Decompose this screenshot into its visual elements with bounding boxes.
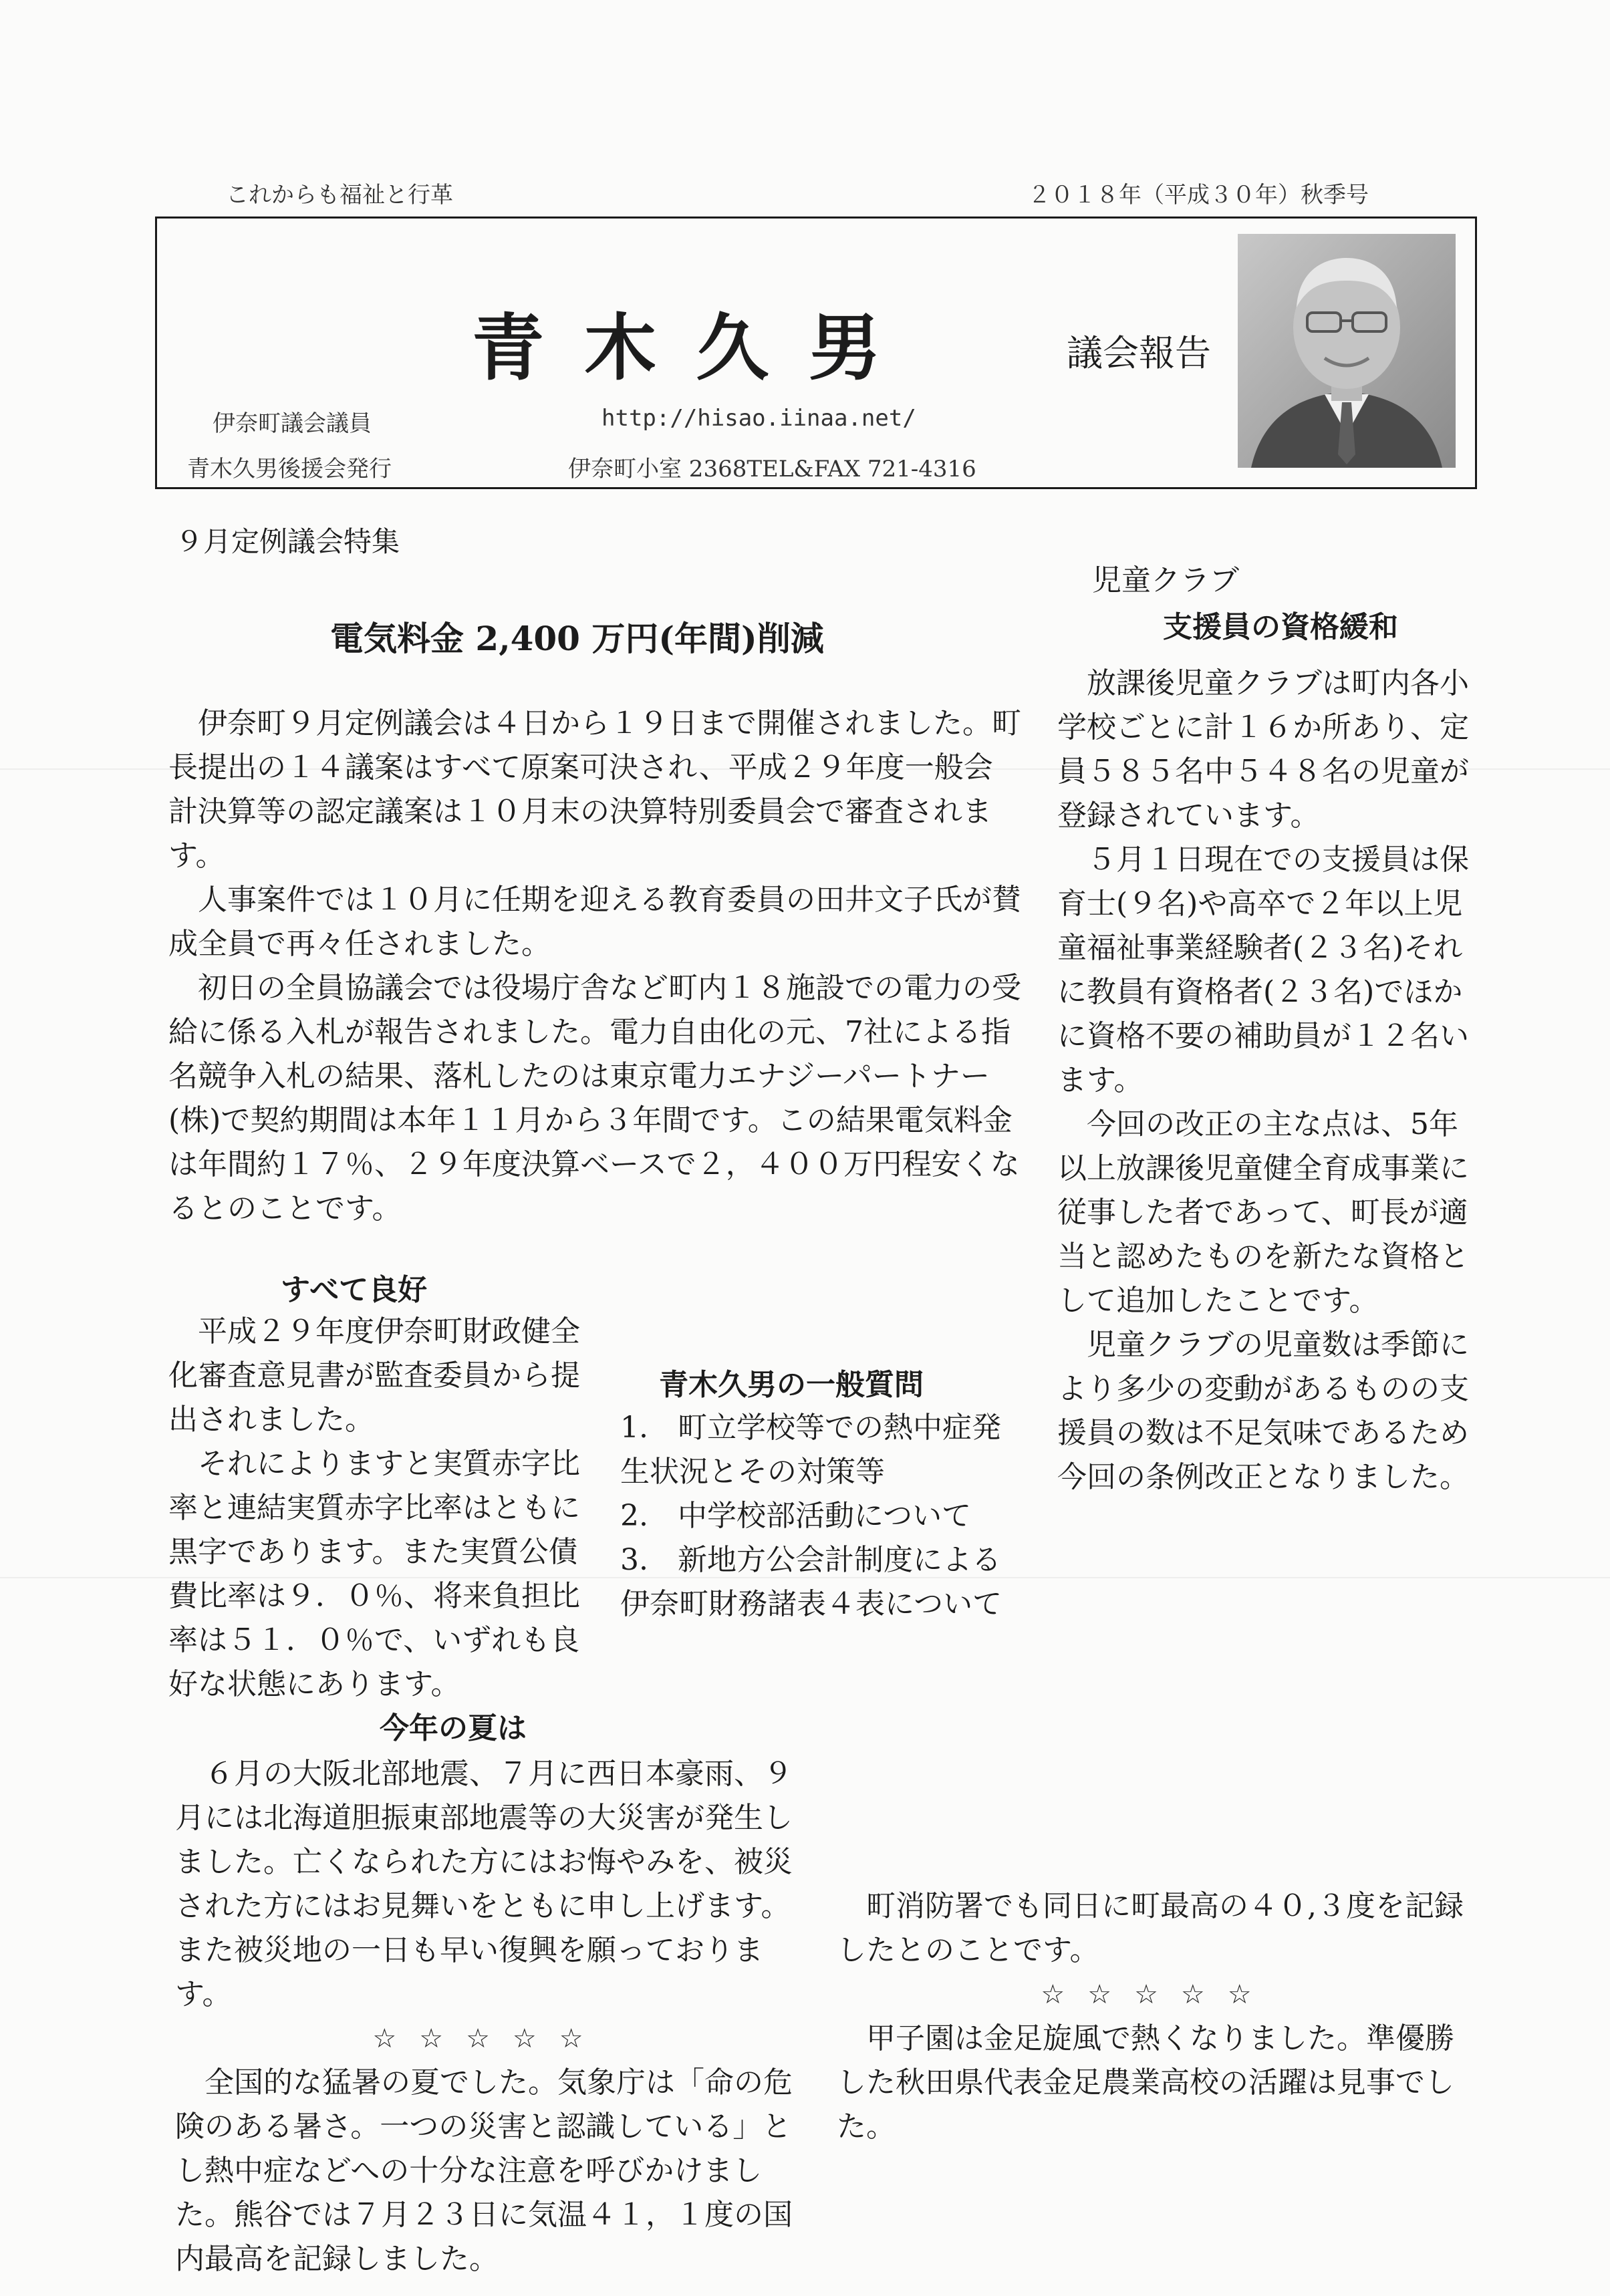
good-article	[168, 1310, 599, 1707]
paragraph: 児童クラブの児童数は季節により多少の変動があるものの支援員の数は不足気味であるため今回の条例改正となりました。	[1057, 1328, 1469, 1494]
main-article	[168, 702, 1021, 1231]
paragraph: ６月の大阪北部地震、７月に西日本豪雨、９月には北海道胆振東部地震等の大災害が発生しました。亡くなられた方にはお悔やみを、被災された方にはお見舞いをともに申し上げます。また被災地の一日も早い復興を願っております。	[175, 1757, 793, 2011]
publisher-label: 青木久男後援会発行	[187, 456, 392, 482]
star-divider: ☆☆☆☆☆	[372, 2023, 606, 2054]
summer-title: 今年の夏は	[380, 1711, 527, 1745]
club-title-line2: 支援員の資格緩和	[1163, 610, 1398, 644]
headline: 電気料金 2,400 万円(年間)削減	[330, 619, 824, 658]
list-item: 2. 中学校部活動について	[620, 1499, 972, 1533]
paragraph: 全国的な猛暑の夏でした。気象庁は「命の危険のある暑さ。一つの災害と認識している」とし熱中症などへの十分な注意を呼びかけました。熊谷では７月２３日に気温４１，１度の国内最高を記録しました。	[175, 2065, 793, 2276]
paragraph: 初日の全員協議会では役場庁舎など町内１８施設での電力の受給に係る入札が報告されました。電力自由化の元、7社による指名競争入札の結果、落札したのは東京電力エナジーパートナー(株)で契約期間は本年１１月から３年間です。この結果電気料金は年間約１７％、２９年度決算ベースで２，４００万円程安くなるとのことです。	[168, 971, 1021, 1226]
club-article	[1057, 662, 1480, 1499]
portrait-photo	[1238, 234, 1456, 468]
list-item: 1. 町立学校等での熱中症発生状況とその対策等	[620, 1411, 1001, 1489]
questions-title: 青木久男の一般質問	[659, 1368, 924, 1402]
paragraph: 甲子園は金足旋風で熱くなりました。準優勝した秋田県代表金足農業高校の活躍は見事でした。	[837, 2021, 1454, 2144]
section-title: すべて良好	[281, 1273, 428, 1307]
paragraph: 平成２９年度伊奈町財政健全化審査意見書が監査委員から提出されました。	[168, 1314, 580, 1437]
paragraph: 町消防署でも同日に町最高の４０,３度を記録したとのことです。	[837, 1889, 1464, 1967]
paragraph: それによりますと実質赤字比率と連結実質赤字比率はともに黒字であります。また実質公債費比率は９．０％、将来負担比率は５１．０％で、いずれも良好な状態にあります。	[168, 1447, 580, 1701]
star-divider: ☆☆☆☆☆	[1041, 1979, 1274, 2010]
summer-article-right	[837, 1884, 1478, 2149]
slogan: これからも福祉と行革	[226, 182, 453, 208]
role-label: 伊奈町議会議員	[213, 410, 372, 437]
club-title-line1: 児童クラブ	[1092, 563, 1239, 597]
issue-date: ２０１８年（平成３０年）秋季号	[1028, 182, 1369, 208]
paragraph: 今回の改正の主な点は、5年以上放課後児童健全育成事業に従事した者であって、町長が適当と認めたものを新たな資格として追加したことです。	[1057, 1107, 1469, 1318]
questions-list	[620, 1406, 1021, 1626]
summer-article-left	[175, 1752, 803, 2281]
portrait-image	[1238, 234, 1456, 468]
paragraph: 放課後児童クラブは町内各小学校ごとに計１６か所あり、定員５８５名中５４８名の児童が登録されています。	[1057, 666, 1469, 833]
feature-label: ９月定例議会特集	[175, 525, 400, 558]
paragraph: ５月１日現在での支援員は保育士(９名)や高卒で２年以上児童福祉事業経験者(２３名)それに教員有資格者(２３名)でほかに資格不要の補助員が１２名います。	[1057, 843, 1469, 1097]
address-label: 伊奈町小室 2368TEL&FAX 721-4316	[568, 456, 976, 482]
paragraph: 人事案件では１０月に任期を迎える教育委員の田井文子氏が賛成全員で再々任されました。	[168, 883, 1021, 961]
website-url: http://hisao.iinaa.net/	[601, 405, 916, 432]
masthead-name: 青木久男	[472, 306, 922, 390]
masthead-subtitle: 議会報告	[1067, 332, 1211, 374]
paragraph: 伊奈町９月定例議会は４日から１９日まで開催されました。町長提出の１４議案はすべて原案可決され、平成２９年度一般会計決算等の認定議案は１０月末の決算特別委員会で審査されます。	[168, 706, 1021, 873]
list-item: 3. 新地方公会計制度による伊奈町財務諸表４表について	[620, 1543, 1002, 1621]
